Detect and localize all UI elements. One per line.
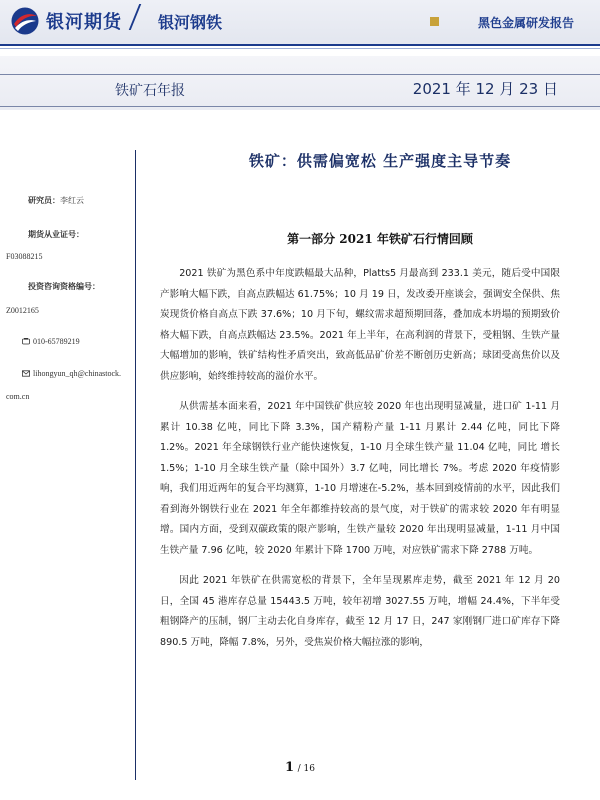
phone-icon bbox=[22, 338, 30, 345]
info-band-bottom-rule bbox=[0, 106, 600, 107]
report-date: 2021 年 12 月 23 日 bbox=[412, 80, 558, 98]
report-body bbox=[160, 264, 560, 663]
paragraph: 因此 2021 年铁矿在供需宽松的背景下，全年呈现累库走势，截至 2021 年 12 月 20 日，全国 45 港库存总量 15443.5 万吨，较年初增 3027.55 万吨，增幅 24.4%，下半年受粗钢降产的压制，钢厂主动去化自身库存，截至 12 月 17 日，247 家刚钢厂进口矿库存下降 890.5 万吨，降幅 7.8%，另外，受焦炭价格大幅拉涨的影响， bbox=[160, 575, 560, 648]
advisory-label: 投资咨询资格编号： bbox=[28, 281, 100, 291]
report-series: 铁矿石年报 bbox=[115, 83, 185, 99]
advisory-number: Z0012165 bbox=[6, 306, 39, 315]
email-icon bbox=[22, 370, 30, 377]
phone-line bbox=[22, 337, 80, 346]
report-type: 黑色金属研发报告 bbox=[477, 16, 574, 30]
paragraph: 2021 铁矿为黑色系中年度跌幅最大品种，Platts5 月最高到 233.1 美元，随后受中国限产影响大幅下跌，自高点跌幅达 61.75%；10 月 19 日，发改委开座谈会，强调安全保供、焦炭现货价格自高点下跌 37.6%；10 月下旬，螺纹需求超预期回落，叠加成本坍塌的预期致价格大幅下跌，自高点跌幅达 23.5%。2021 年上半年，在高利润的背景下，受粗钢、生铁产量大幅增加的影响，铁矿结构性矛盾突出，致高低品矿价差不断创历史新高；球团受高焦价以及供应影响，始终维持较高的溢价水平。 bbox=[160, 268, 560, 382]
sub-brand-name: 银河钢铁 bbox=[158, 13, 223, 32]
researcher-label: 研究员： bbox=[28, 195, 60, 205]
email-line[interactable] bbox=[22, 369, 121, 378]
galaxy-futures-logo-icon bbox=[10, 6, 40, 36]
report-info-band bbox=[0, 56, 600, 110]
header-rule bbox=[0, 44, 600, 46]
qualification-label: 期货从业证号： bbox=[28, 229, 84, 239]
brand-divider bbox=[129, 4, 142, 30]
section-heading: 第一部分 2021 年铁矿石行情回顾 bbox=[287, 232, 473, 246]
researcher-line bbox=[28, 195, 84, 206]
report-type-marker bbox=[430, 17, 439, 26]
email-address[interactable]: lihongyun_qh@chinastock. bbox=[33, 369, 122, 378]
phone-number: 010-65789219 bbox=[33, 337, 80, 346]
header-rule-thin bbox=[0, 48, 600, 49]
page-total: / 16 bbox=[297, 764, 315, 774]
paragraph: 从供需基本面来看，2021 年中国铁矿供应较 2020 年也出现明显减量，进口矿 1-11 月累计 10.38 亿吨，同比下降 3.3%，国产精粉产量 1-11 月累计 2.44 亿吨，同比下降 1.2%。2021 年全球钢铁行业产能快速恢复，1-10 月全球生铁产量 11.04 亿吨，同比 增长 1.5%；1-10 月全球生铁产量（除中国外）3.7 亿吨，同比增长 7%。考虑 2020 年疫情影响，我们用近两年的复合平均测算，1-10 月增速在-5.2%，基本回到疫情前的水平，因此我们看到海外钢铁行业在 2021 年全年都维持较高的景气度，对于铁矿的需求较 2020 年有明显增。国内方面，受到双碳政策的限产影响，生铁产量较 2020 年出现明显减量，1-11 月中国生铁产量 7.96 亿吨，较 2020 年累计下降 1700 万吨，对应铁矿需求下降 2788 万吨。 bbox=[160, 401, 560, 556]
researcher-name: 李红云 bbox=[60, 196, 84, 205]
info-band-top-rule bbox=[0, 74, 600, 75]
report-title: 铁矿：供需偏宽松 生产强度主导节奏 bbox=[248, 152, 512, 170]
email-address-cont[interactable]: com.cn bbox=[6, 392, 30, 401]
sidebar-divider bbox=[135, 150, 136, 780]
page-footer bbox=[0, 760, 600, 775]
page-header bbox=[0, 0, 600, 44]
brand-name: 银河期货 bbox=[46, 12, 122, 33]
page-number: 1 bbox=[285, 760, 295, 775]
qualification-number: F03088215 bbox=[6, 252, 43, 261]
